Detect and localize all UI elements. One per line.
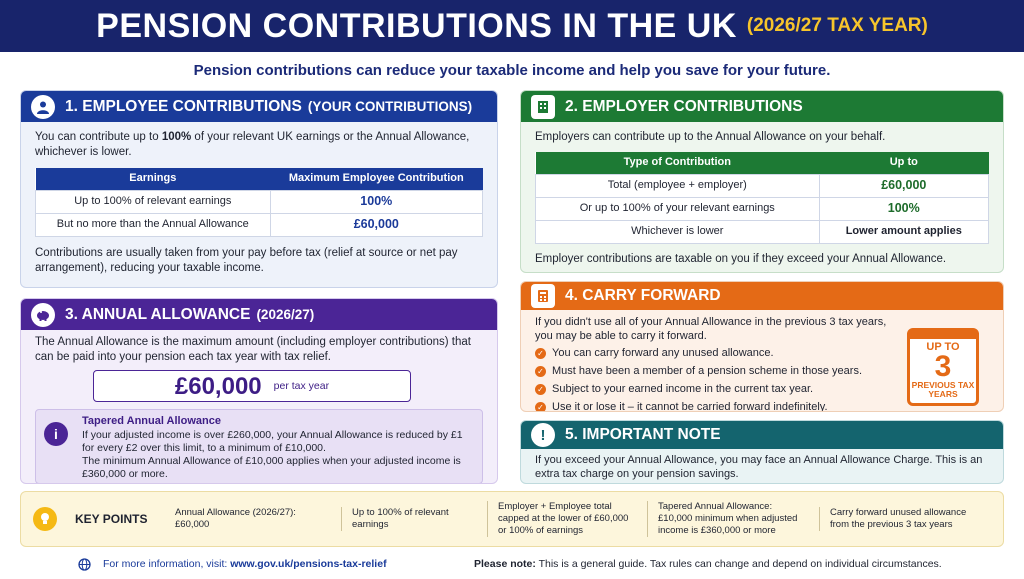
key-point-item: Tapered Annual Allowance: £10,000 minimum when adjusted income is £360,000 or more <box>647 501 819 537</box>
gov-uk-link[interactable]: www.gov.uk/pensions-tax-relief <box>230 558 387 570</box>
employer-note: Employer contributions are taxable on you if they exceed your Annual Allowance. <box>535 252 947 265</box>
list-item: ✓ Subject to your earned income in the current tax year. <box>535 382 887 397</box>
allowance-panel-header <box>21 299 497 330</box>
employer-col-upto: Up to <box>889 156 918 169</box>
carry-panel-title: 4. CARRY FORWARD <box>565 287 721 304</box>
tapered-text-1: If your adjusted income is over £260,000, your Annual Allowance is reduced by £1 for every £2 over this limit, to a minimum of £10,000. <box>82 429 463 454</box>
list-item: ✓ Must have been a member of a pension scheme in those years. <box>535 364 887 379</box>
exclamation-icon: ! <box>531 423 555 447</box>
employer-col-type: Type of Contribution <box>623 156 731 169</box>
tapered-allowance-box <box>35 409 483 484</box>
footer-note-text: This is a general guide. Tax rules can change and depend on individual circumstances. <box>535 558 942 570</box>
key-point-item: Annual Allowance (2026/27): £60,000 <box>175 507 296 530</box>
employer-panel-header <box>521 91 1003 122</box>
employee-col-earnings: Earnings <box>129 172 177 185</box>
employee-note: Contributions are usually taken from your pay before tax (relief at source or net pay arrangement), reducing your taxable income. <box>35 246 458 274</box>
key-point-item: Carry forward unused allowance from the previous 3 tax years <box>819 507 989 531</box>
key-point-item: Employer + Employee total capped at the lower of £60,000 or 100% of earnings <box>487 501 647 537</box>
employer-contributions-panel <box>520 90 1004 273</box>
allowance-panel-title: 3. ANNUAL ALLOWANCE <box>65 305 251 323</box>
employer-intro: Employers can contribute up to the Annual Allowance on your behalf. <box>535 131 886 143</box>
info-icon: i <box>44 422 68 446</box>
employer-panel-title: 2. EMPLOYER CONTRIBUTIONS <box>565 97 803 115</box>
allowance-intro: The Annual Allowance is the maximum amount (including employer contributions) that can be paid into your pension each tax year with tax relief. <box>35 336 471 363</box>
globe-icon <box>78 558 91 571</box>
page-title: PENSION CONTRIBUTIONS IN THE UK <box>96 6 737 45</box>
table-row: But no more than the Annual Allowance £60,000 <box>36 213 483 236</box>
footer-note-label: Please note: <box>474 558 536 570</box>
calendar-icon: UP TO 3 PREVIOUS TAX YEARS <box>907 328 979 406</box>
employer-table <box>535 152 989 244</box>
footer-info-text: For more information, visit: <box>103 558 231 570</box>
page-header <box>0 0 1024 52</box>
employee-col-max: Maximum Employee Contribution <box>288 172 464 185</box>
annual-allowance-panel <box>20 298 498 484</box>
table-row: Or up to 100% of your relevant earnings 100% <box>536 197 989 220</box>
piggy-bank-icon <box>31 303 55 327</box>
list-item: ✓ You can carry forward any unused allowance. <box>535 346 887 361</box>
carry-intro: If you didn't use all of your Annual Allowance in the previous 3 tax years, you may be able to carry it forward. <box>535 316 887 342</box>
list-item: ✓ Use it or lose it – it cannot be carried forward indefinitely. <box>535 400 887 412</box>
employee-intro: You can contribute up to 100% of your relevant UK earnings or the Annual Allowance, whichever is lower. <box>35 131 470 158</box>
tapered-title: Tapered Annual Allowance <box>82 415 221 427</box>
important-text: If you exceed your Annual Allowance, you may face an Annual Allowance Charge. This is an extra tax charge on your pension savings. <box>535 454 983 480</box>
important-note-panel <box>520 420 1004 484</box>
check-icon: ✓ <box>535 348 546 359</box>
person-icon <box>31 95 55 119</box>
important-panel-header <box>521 421 1003 449</box>
allowance-amount: £60,000 <box>174 372 262 400</box>
lightbulb-icon <box>33 507 57 531</box>
table-row: Up to 100% of relevant earnings 100% <box>36 190 483 213</box>
employee-contributions-panel <box>20 90 498 288</box>
allowance-amount-suffix: per tax year <box>273 379 330 392</box>
employee-panel-subtitle: (YOUR CONTRIBUTIONS) <box>307 99 473 114</box>
carry-panel-header <box>521 282 1003 310</box>
page-subtitle: Pension contributions can reduce your taxable income and help you save for your future. <box>193 62 831 79</box>
check-icon: ✓ <box>535 402 546 412</box>
employee-panel-header <box>21 91 497 122</box>
check-icon: ✓ <box>535 384 546 395</box>
allowance-panel-subtitle: (2026/27) <box>256 307 315 322</box>
key-points-title: KEY POINTS <box>75 512 148 526</box>
tapered-text-2: The minimum Annual Allowance of £10,000 applies when your adjusted income is £360,000 or more. <box>82 455 461 480</box>
check-icon: ✓ <box>535 366 546 377</box>
carry-forward-panel <box>520 281 1004 412</box>
tax-year-label: (2026/27 TAX YEAR) <box>746 15 928 36</box>
key-points-bar <box>20 491 1004 547</box>
employee-panel-title: 1. EMPLOYEE CONTRIBUTIONS <box>65 97 302 115</box>
building-icon <box>531 95 555 119</box>
employee-table <box>35 168 483 237</box>
calculator-icon <box>531 284 555 308</box>
key-point-item: Up to 100% of relevant earnings <box>341 507 487 531</box>
table-row: Whichever is lower Lower amount applies <box>536 220 989 243</box>
important-panel-title: 5. IMPORTANT NOTE <box>565 426 721 443</box>
allowance-amount-box <box>93 370 411 402</box>
table-row: Total (employee + employer) £60,000 <box>536 174 989 197</box>
